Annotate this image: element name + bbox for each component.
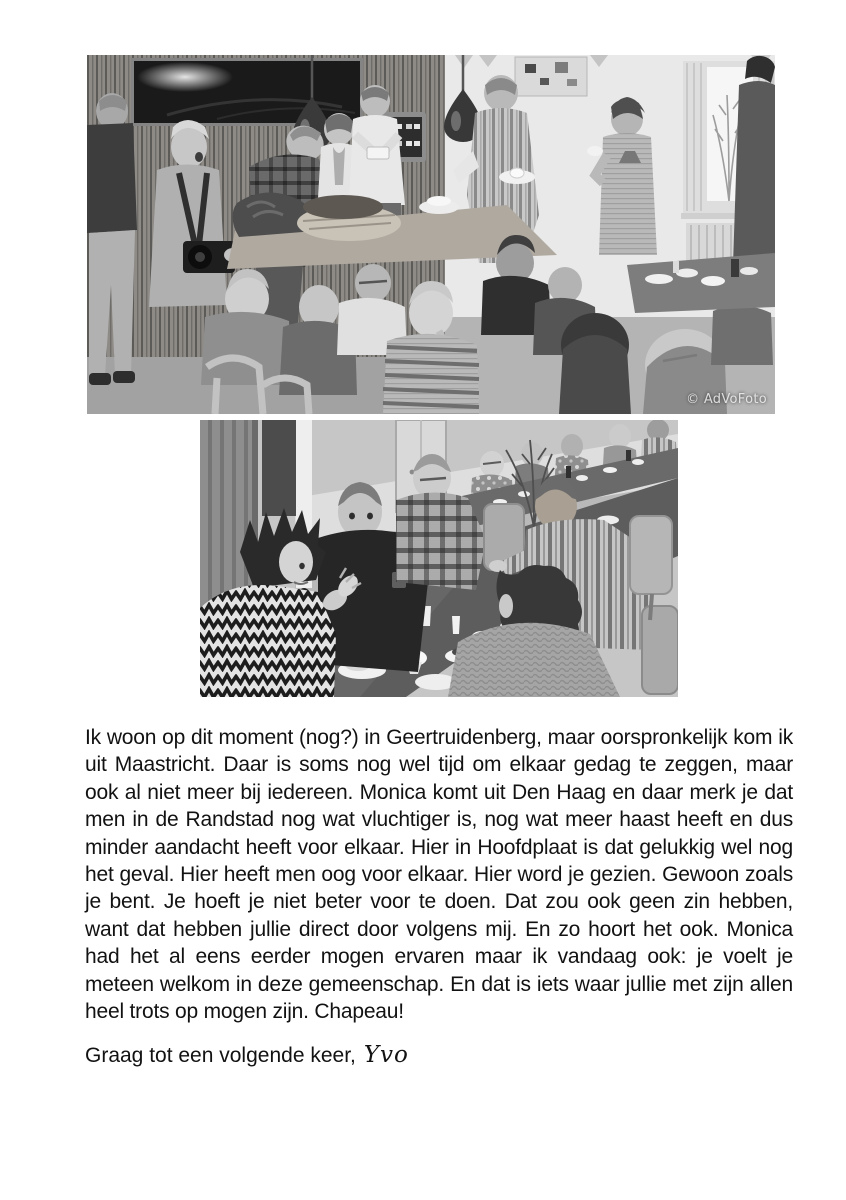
article-text-block (85, 724, 793, 1069)
photo-community-room (87, 55, 775, 414)
photo1-illustration (87, 55, 775, 414)
photo-table-conversation (200, 420, 678, 697)
tv-screen (131, 58, 363, 126)
dark-wall-panel (262, 420, 296, 516)
photo-watermark: © AdVoFoto (686, 392, 767, 407)
signature: Yvo (363, 1042, 409, 1069)
wall-picture (515, 57, 587, 96)
figure-far-right (733, 81, 775, 275)
article-paragraph: Ik woon op dit moment (nog?) in Geertruidenberg, maar oorspronkelijk kom ik uit Maastricht. Daar is soms nog wel tijd om elkaar gedag te zeggen, maar ook al niet meer bij iedereen. Monica komt uit Den Haag en daar merk je dat men in de Randstad nog wat vluchtiger is, nog wat meer haast heeft en dus minder aandacht heeft voor elkaar. Hier in Hoofdplaat is dat gelukkig wel nog het geval. Hier heeft men oog voor elkaar. Hier word je gezien. Gewoon zoals je bent. Je hoeft je niet beter voor te doen. Dat zou ook geen zin hebben, want dat hebben jullie direct door volgens mij. En zo hoort het ook. Monica had het al eens eerder mogen ervaren maar ik vandaag ook: je voelt je meteen welkom in deze gemeenschap. En dat is iets waar jullie met zijn allen heel trots op mogen zijn. Chapeau! (85, 726, 793, 1024)
photo2-illustration (200, 420, 678, 697)
closing-text: Graag tot een volgende keer, (85, 1044, 356, 1068)
closing-line (85, 1042, 793, 1069)
